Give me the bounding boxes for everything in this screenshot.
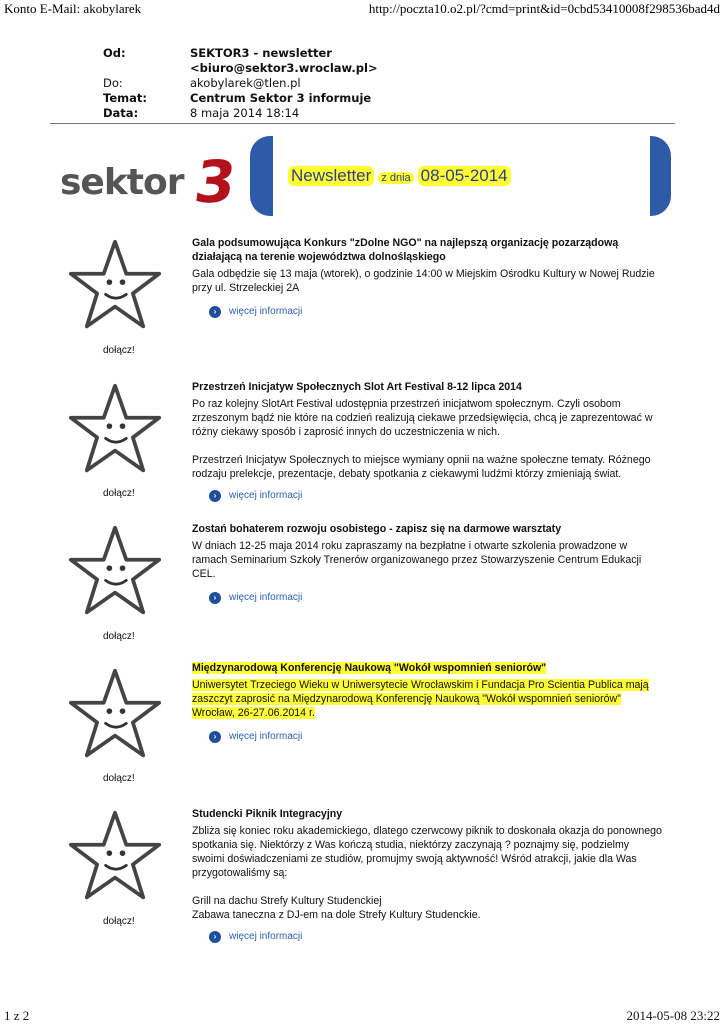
more-info-link[interactable] xyxy=(209,489,662,503)
subject-value: Centrum Sektor 3 informuje xyxy=(190,91,372,105)
date-row xyxy=(103,106,490,121)
star-smiley-icon xyxy=(68,238,162,332)
date-value: 8 maja 2014 18:14 xyxy=(190,106,300,120)
banner-right-bracket xyxy=(650,136,671,216)
newsletter-title xyxy=(288,166,511,186)
article-title: Przestrzeń Inicjatyw Społecznych Slot Art Festival 8-12 lipca 2014 xyxy=(192,381,522,393)
article-text: Grill na dachu Strefy Kultury Studenckiej xyxy=(192,895,382,907)
more-info-label: więcej informacji xyxy=(229,731,303,742)
header-divider xyxy=(50,123,675,124)
subject-label: Temat: xyxy=(103,91,147,105)
print-footer-timestamp: 2014-05-08 23:22 xyxy=(626,1008,720,1023)
to-label: Do: xyxy=(103,76,123,90)
more-info-label: więcej informacji xyxy=(229,490,303,501)
more-info-label: więcej informacji xyxy=(229,592,303,603)
star-smiley-icon xyxy=(68,667,162,761)
chevron-right-icon: › xyxy=(209,592,221,604)
logo-text: sektor xyxy=(60,162,184,203)
article-text: Po raz kolejny SlotArt Festival udostępnia przestrzeń inicjatwom społecznym. Czyli osobom zrzeszonym bądź nie które na codzień realizują ciekawe przedsięwięcia, chcą je zaprezentować w różny ciekawy sposób i zaprosić innych do uczestniczenia w nich. xyxy=(192,398,653,438)
chevron-right-icon: › xyxy=(209,731,221,743)
more-info-label: więcej informacji xyxy=(229,306,303,317)
star-smiley-icon xyxy=(68,524,162,618)
sektor3-logo xyxy=(60,148,241,216)
article-text: Zbliża się koniec roku akademickiego, dlatego czerwcowy piknik to doskonała okazja do ponownego spotkania się. Niektórzy z Was kończą studia, niektórzy zaczynają ? poznajmy się, podzielmy swoimi doświadczeniami ze studiów, promujmy swoją aktywność! Wśród atrakcji, jakie dla Was przygotowaliśmy są: xyxy=(192,825,662,879)
more-info-label: więcej informacji xyxy=(229,931,303,942)
article-body xyxy=(192,661,662,744)
chevron-right-icon: › xyxy=(209,931,221,943)
article-title: Studencki Piknik Integracyjny xyxy=(192,808,343,820)
to-row xyxy=(103,76,490,91)
star-smiley-icon xyxy=(68,809,162,903)
print-header-account: Konto E-Mail: akobylarek xyxy=(4,1,142,16)
from-email: <biuro@sektor3.wroclaw.pl> xyxy=(190,61,378,75)
article-title: Gala podsumowująca Konkurs "zDolne NGO" na najlepszą organizację pozarządową działającą na terenie województwa dolnośląskiego xyxy=(192,237,619,263)
subject-row xyxy=(103,91,490,106)
join-label[interactable]: dołącz! xyxy=(103,773,135,784)
star-smiley-icon xyxy=(68,382,162,476)
more-info-link[interactable] xyxy=(209,305,662,319)
join-label[interactable]: dołącz! xyxy=(103,345,135,356)
more-info-link[interactable] xyxy=(209,930,662,944)
newsletter-word: Newsletter xyxy=(288,166,374,186)
date-label: Data: xyxy=(103,106,139,120)
chevron-right-icon: › xyxy=(209,490,221,502)
article-text: Gala odbędzie się 13 maja (wtorek), o godzinie 14:00 w Miejskim Ośrodku Kultury w Nowej Rudzie przy ul. Strzeleckiej 2A xyxy=(192,268,655,294)
join-label[interactable]: dołącz! xyxy=(103,488,135,499)
more-info-link[interactable] xyxy=(209,591,662,605)
from-label: Od: xyxy=(103,46,126,60)
from-row xyxy=(103,46,490,61)
article-body xyxy=(192,807,662,944)
from-row-2 xyxy=(103,61,490,76)
newsletter-date: 08-05-2014 xyxy=(418,166,511,186)
to-value: akobylarek@tlen.pl xyxy=(190,76,301,90)
article-body xyxy=(192,380,662,503)
print-footer-page: 1 z 2 xyxy=(4,1008,30,1023)
more-info-link[interactable] xyxy=(209,730,662,744)
logo-digit: 3 xyxy=(190,148,241,216)
article-body xyxy=(192,236,662,319)
article-text: Przestrzeń Inicjatyw Społecznych to miejsce wymiany opnii na ważne społeczne tematy. Różnego rodzaju prelekcje, prezentacje, debaty spotkania z ciekawymi ludźmi którzy zmieniają świat. xyxy=(192,454,651,480)
print-header-url: http://poczta10.o2.pl/?cmd=print&id=0cbd53410008f298536bad4d xyxy=(368,1,720,16)
article-title: Międzynarodową Konferencję Naukową "Wokół wspomnień seniorów" xyxy=(192,662,547,674)
article-text: Uniwersytet Trzeciego Wieku w Uniwersytecie Wrocławskim i Fundacja Pro Scientia Publica mają zaszczyt zaprosić na Międzynarodową Konferencję Naukową "Wokół wspomnień seniorów" Wrocław, 26-27.06.2014 r. xyxy=(192,679,649,719)
article-title: Zostań bohaterem rozwoju osobistego - zapisz się na darmowe warsztaty xyxy=(192,523,562,535)
article-text: W dniach 12-25 maja 2014 roku zapraszamy na bezpłatne i otwarte szkolenia prowadzone w ramach Seminarium Szkoły Trenerów organizowanego przez Stowarzyszenie Centrum Edukacji CEL. xyxy=(192,540,642,580)
article-body xyxy=(192,522,662,605)
chevron-right-icon: › xyxy=(209,306,221,318)
join-label[interactable]: dołącz! xyxy=(103,916,135,927)
join-label[interactable]: dołącz! xyxy=(103,631,135,642)
from-value: SEKTOR3 - newsletter xyxy=(190,46,332,60)
article-text: Zabawa taneczna z DJ-em na dole Strefy Kultury Studenckie. xyxy=(192,909,481,921)
newsletter-from-day: z dnia xyxy=(378,172,413,184)
mail-headers xyxy=(103,46,490,121)
banner-left-bracket xyxy=(250,136,273,216)
